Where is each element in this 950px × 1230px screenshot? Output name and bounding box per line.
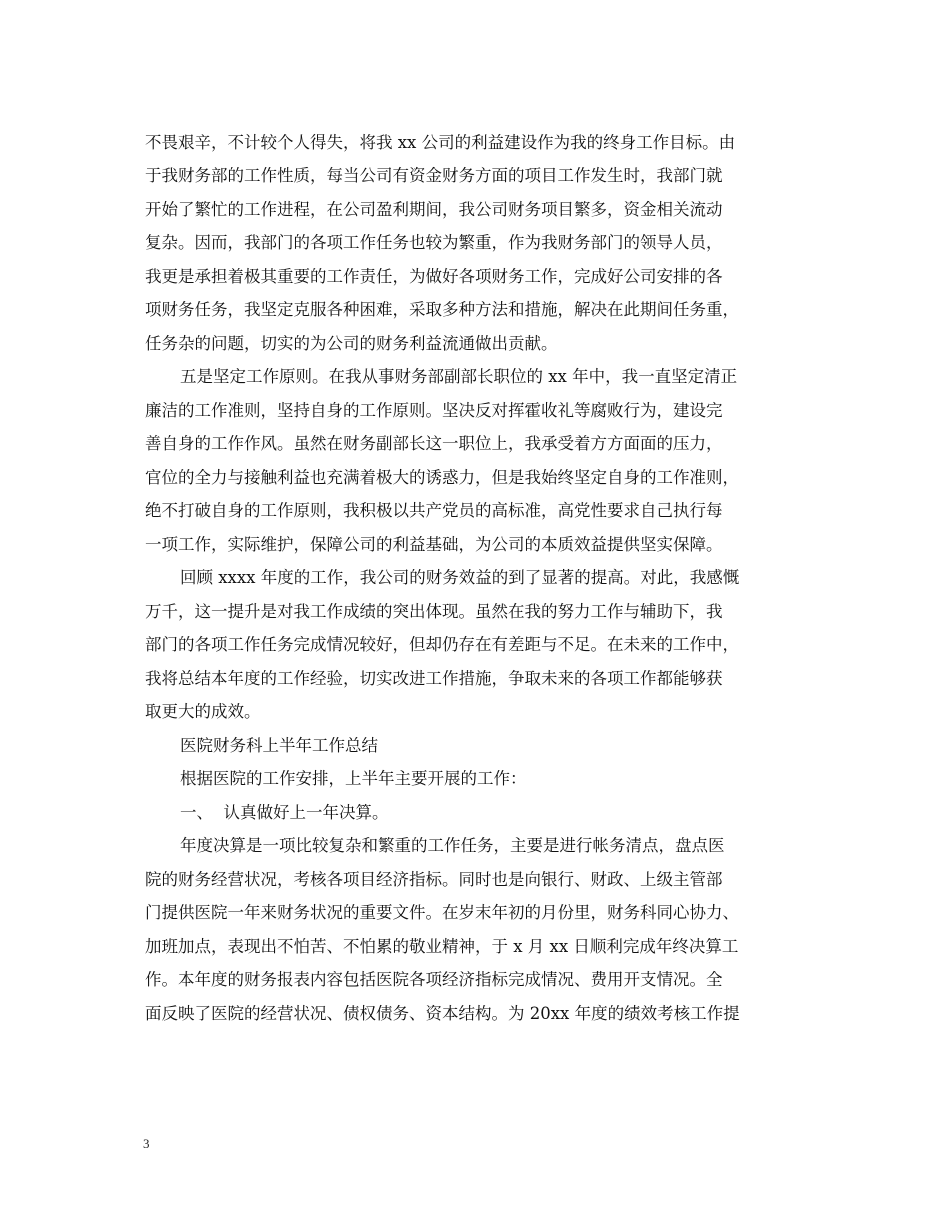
section-heading: 医院财务科上半年工作总结: [180, 736, 378, 755]
body-text-line: 开始了繁忙的工作进程，在公司盈利期间，我公司财务项目繁多，资金相关流动: [145, 200, 723, 219]
body-text-line: 任务杂的问题，切实的为公司的财务利益流通做出贡献。: [145, 334, 558, 353]
body-text-line: 作。本年度的财务报表内容包括医院各项经济指标完成情况、费用开支情况。全: [145, 970, 723, 989]
body-text-line: 绝不打破自身的工作原则，我积极以共产党员的高标准，高党性要求自己执行每: [145, 501, 723, 520]
paragraph-first-line: 年度决算是一项比较复杂和繁重的工作任务，主要是进行帐务清点，盘点医: [180, 836, 725, 855]
body-text-line: 部门的各项工作任务完成情况较好，但却仍存在有差距与不足。在未来的工作中，: [145, 635, 739, 654]
paragraph-first-line: 五是坚定工作原则。在我从事财务部副部长职位的 xx 年中，我一直坚定清正: [180, 367, 738, 386]
body-text-line: 万千，这一提升是对我工作成绩的突出体现。虽然在我的努力工作与辅助下，我: [145, 602, 723, 621]
body-text-line: 官位的全力与接触利益也充满着极大的诱惑力，但是我始终坚定自身的工作准则，: [145, 468, 739, 487]
body-text-line: 加班加点，表现出不怕苦、不怕累的敬业精神，于 x 月 xx 日顺利完成年终决算工: [145, 937, 739, 956]
body-text-line: 取更大的成效。: [145, 702, 261, 721]
page-number: 3: [143, 1136, 150, 1151]
body-text-line: 门提供医院一年来财务状况的重要文件。在岁末年初的月份里，财务科同心协力、: [145, 903, 739, 922]
body-text-line: 复杂。因而，我部门的各项工作任务也较为繁重，作为我财务部门的领导人员，: [145, 233, 723, 252]
body-text-line: 不畏艰辛，不计较个人得失，将我 xx 公司的利益建设作为我的终身工作目标。由: [145, 133, 736, 152]
paragraph-first-line: 回顾 xxxx 年度的工作，我公司的财务效益的到了显著的提高。对此，我感慨: [180, 568, 740, 587]
body-text-line: 院的财务经营状况，考核各项目经济指标。同时也是向银行、财政、上级主管部: [145, 870, 723, 889]
body-text-line: 我更是承担着极其重要的工作责任，为做好各项财务工作，完成好公司安排的各: [145, 267, 723, 286]
body-text-line: 于我财务部的工作性质，每当公司有资金财务方面的项目工作发生时，我部门就: [145, 166, 723, 185]
body-text-line: 廉洁的工作准则，坚持自身的工作原则。坚决反对挥霍收礼等腐败行为，建设完: [145, 401, 723, 420]
body-text-line: 一项工作，实际维护，保障公司的利益基础，为公司的本质效益提供坚实保障。: [145, 535, 723, 554]
body-text-line: 我将总结本年度的工作经验，切实改进工作措施，争取未来的各项工作都能够获: [145, 669, 723, 688]
body-text-line: 善自身的工作作风。虽然在财务副部长这一职位上，我承受着方方面面的压力，: [145, 434, 723, 453]
numbered-heading: 一、 认真做好上一年决算。: [180, 803, 389, 822]
body-text-line: 面反映了医院的经营状况、债权债务、资本结构。为 20xx 年度的绩效考核工作提: [145, 1004, 740, 1023]
paragraph-first-line: 根据医院的工作安排，上半年主要开展的工作：: [180, 769, 527, 788]
body-text-line: 项财务任务，我坚定克服各种困难，采取多种方法和措施，解决在此期间任务重，: [145, 300, 739, 319]
